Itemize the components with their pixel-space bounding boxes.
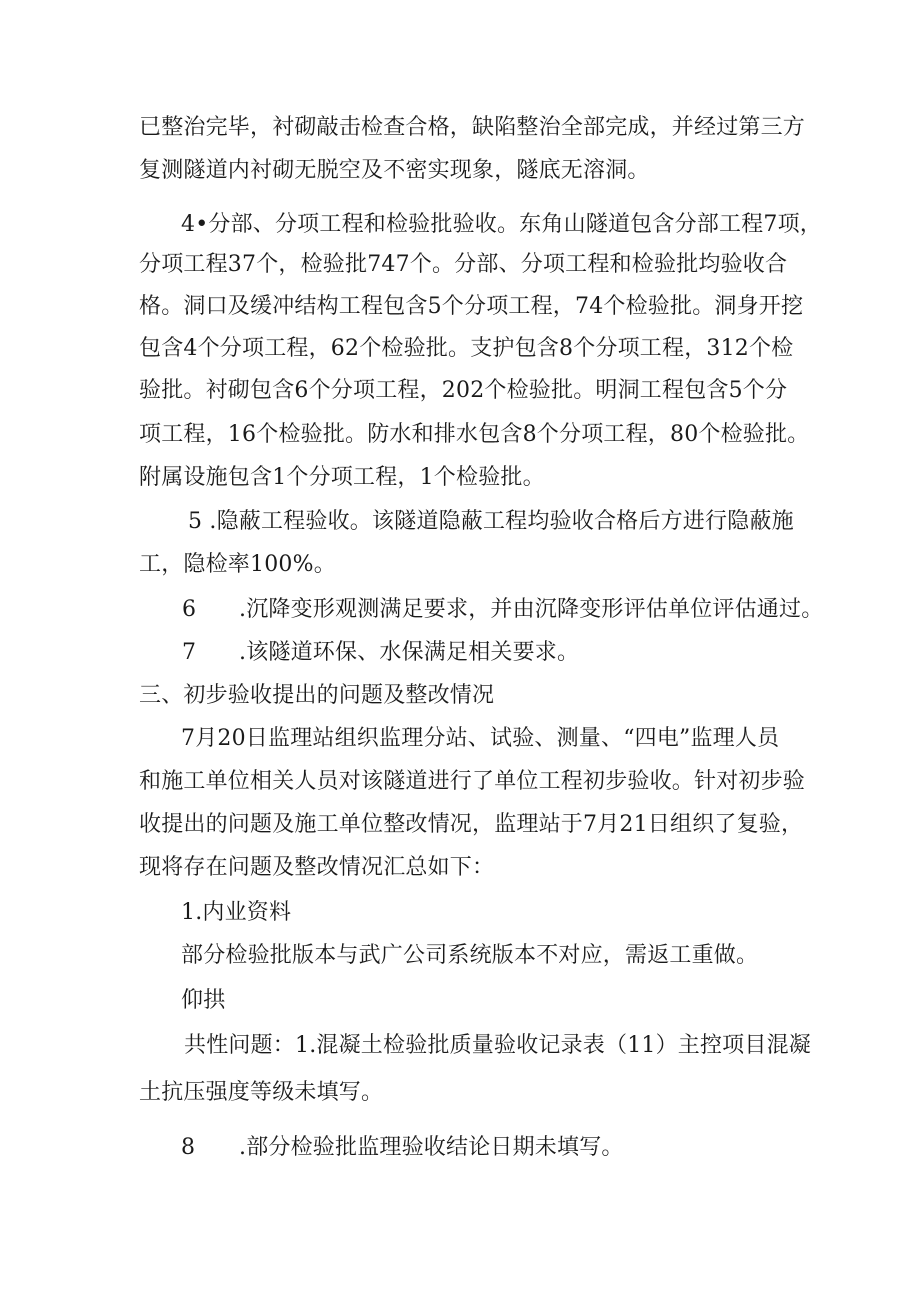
- inspection-paragraph-line-4: 现将存在问题及整改情况汇总如下：: [139, 855, 495, 880]
- section-5-line-1: 5 .隐蔽工程验收。该隧道隐蔽工程均验收合格后方进行隐蔽施: [188, 509, 794, 534]
- subheading-internal-documents: 1.内业资料: [181, 900, 292, 925]
- common-issues-line-2: 土抗压强度等级未填写。: [139, 1080, 384, 1105]
- item-8-number: 8: [181, 1135, 196, 1160]
- internal-documents-text: 部分检验批版本与武广公司系统版本不对应，需返工重做。: [181, 943, 759, 968]
- section-4-line-1: 4•分部、分项工程和检验批验收。东角山隧道包含分部工程7项，: [181, 212, 822, 237]
- inspection-paragraph-line-2: 和施工单位相关人员对该隧道进行了单位工程初步验收。针对初步验: [139, 769, 806, 794]
- paragraph-line-2: 复测隧道内衬砌无脱空及不密实现象，隧底无溶洞。: [139, 158, 650, 183]
- inspection-paragraph-line-3: 收提出的问题及施工单位整改情况，监理站于7月21日组织了复验，: [139, 812, 804, 837]
- section-4-line-6: 项工程，16个检验批。防水和排水包含8个分项工程，80个检验批。: [139, 422, 810, 447]
- subheading-invert-arch: 仰拱: [181, 988, 226, 1013]
- item-6-number: 6: [182, 597, 197, 622]
- inspection-paragraph-line-1: 7月20日监理站组织监理分站、试验、测量、“四电”监理人员: [181, 726, 780, 751]
- section-4-line-3: 格。洞口及缓冲结构工程包含5个分项工程，74个检验批。洞身开挖: [139, 294, 804, 319]
- section-4-line-5: 验批。衬砌包含6个分项工程，202个检验批。明洞工程包含5个分: [139, 378, 788, 403]
- section-4-line-4: 包含4个分项工程，62个检验批。支护包含8个分项工程，312个检: [139, 336, 794, 361]
- item-6-text: .沉降变形观测满足要求，并由沉降变形评估单位评估通过。: [239, 597, 824, 622]
- common-issues-line-1: 共性问题：1.混凝土检验批质量验收记录表（11）主控项目混凝: [184, 1033, 811, 1058]
- section-4-line-2: 分项工程37个，检验批747个。分部、分项工程和检验批均验收合: [139, 252, 788, 277]
- section-3-heading: 三、初步验收提出的问题及整改情况: [139, 683, 495, 708]
- item-7-number: 7: [182, 640, 197, 665]
- paragraph-line-1: 已整治完毕，衬砌敲击检查合格，缺陷整治全部完成，并经过第三方: [139, 115, 806, 140]
- item-7-text: .该隧道环保、水保满足相关要求。: [239, 640, 580, 665]
- section-4-line-7: 附属设施包含1个分项工程，1个检验批。: [139, 465, 545, 490]
- item-8-text: .部分检验批监理验收结论日期未填写。: [239, 1135, 624, 1160]
- section-5-line-2: 工，隐检率100%。: [139, 552, 336, 577]
